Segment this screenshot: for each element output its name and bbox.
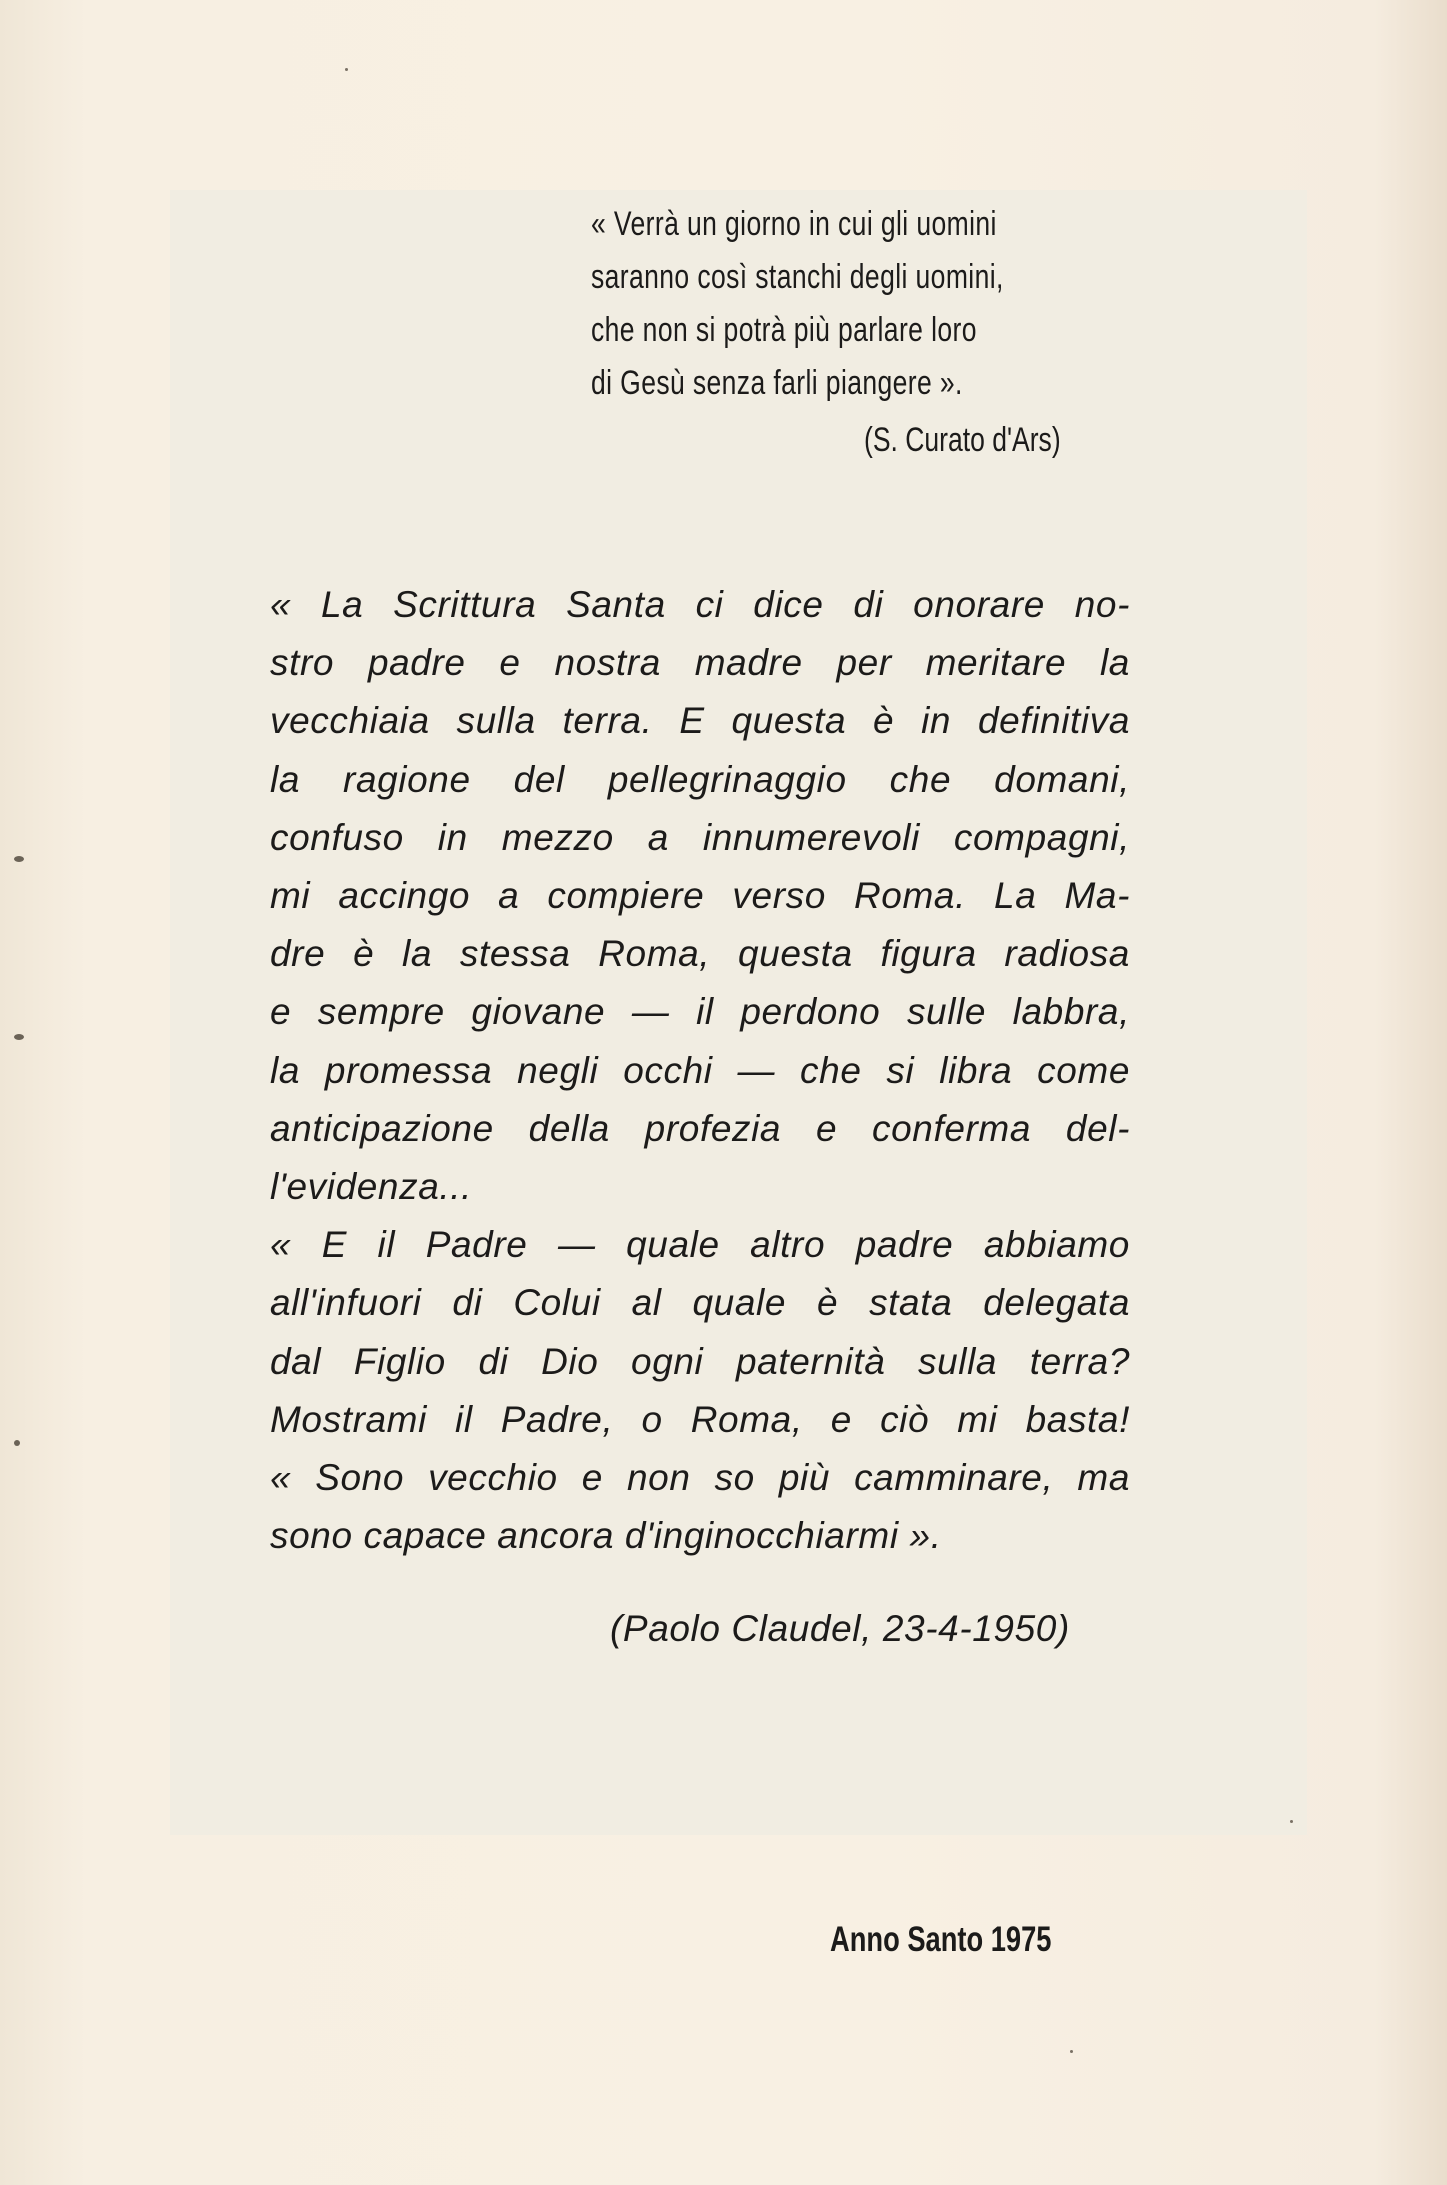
epigraph-attribution: (S. Curato d'Ars) xyxy=(864,421,1061,459)
binding-mark xyxy=(14,856,24,862)
quote-line: la ragione del pellegrinaggio che domani, xyxy=(270,758,1130,800)
epigraph-line: « Verrà un giorno in cui gli uomini xyxy=(591,205,997,243)
quote-line: Mostrami il Padre, o Roma, e ciò mi basta! xyxy=(270,1398,1130,1440)
quote-line: anticipazione della profezia e conferma del- xyxy=(270,1107,1130,1149)
quote-line: e sempre giovane — il perdono sulle labbra, xyxy=(270,991,1130,1033)
main-quote xyxy=(270,576,1130,1565)
quote-line: dal Figlio di Dio ogni paternità sulla terra? xyxy=(270,1340,1130,1382)
epigraph-line: saranno così stanchi degli uomini, xyxy=(591,258,1004,296)
quote-line: vecchiaia sulla terra. E questa è in definitiva xyxy=(270,700,1130,742)
epigraph-line: che non si potrà più parlare loro xyxy=(591,311,977,349)
quote-line: all'infuori di Colui al quale è stata delegata xyxy=(270,1282,1130,1324)
epigraph-line: di Gesù senza farli piangere ». xyxy=(591,364,963,402)
paper-speck xyxy=(345,68,348,71)
quote-line: la promessa negli occhi — che si libra come xyxy=(270,1049,1130,1091)
quote-line: mi accingo a compiere verso Roma. La Ma- xyxy=(270,875,1130,917)
epigraph-quote xyxy=(591,198,1028,410)
quote-line: « La Scrittura Santa ci dice di onorare no- xyxy=(270,584,1130,625)
quote-line: sono capace ancora d'inginocchiarmi ». xyxy=(270,1515,942,1557)
quote-line: confuso in mezzo a innumerevoli compagni, xyxy=(270,816,1130,858)
binding-mark xyxy=(14,1034,24,1040)
main-quote-attribution: (Paolo Claudel, 23-4-1950) xyxy=(610,1608,1070,1649)
paper-speck xyxy=(1070,2050,1073,2053)
footer-label: Anno Santo 1975 xyxy=(830,1920,1052,1959)
binding-mark xyxy=(14,1440,20,1446)
quote-line: « Sono vecchio e non so più camminare, ma xyxy=(270,1457,1130,1499)
quote-line: stro padre e nostra madre per meritare la xyxy=(270,642,1130,684)
quote-line: l'evidenza... xyxy=(270,1166,473,1208)
quote-line: dre è la stessa Roma, questa figura radiosa xyxy=(270,933,1130,975)
paper-speck xyxy=(1290,1820,1293,1823)
quote-line: « E il Padre — quale altro padre abbiamo xyxy=(270,1224,1130,1266)
